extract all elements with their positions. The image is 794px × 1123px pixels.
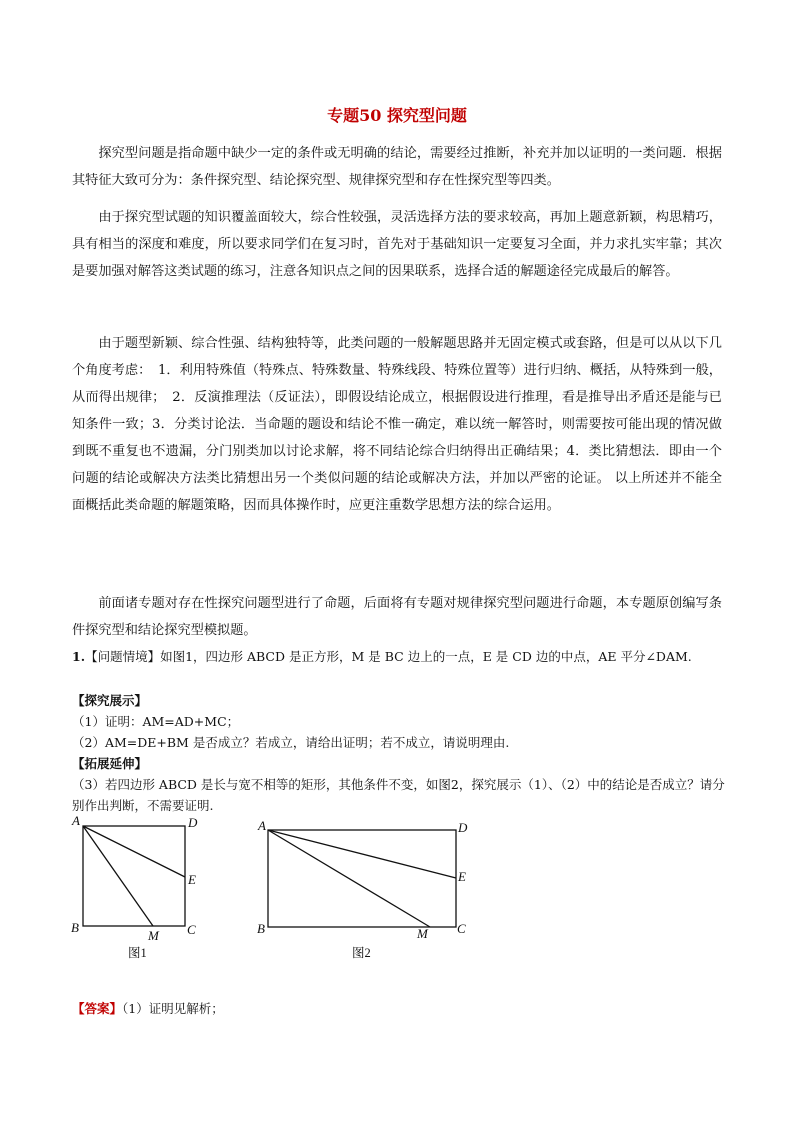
segment-am: [83, 826, 153, 926]
label-d: D: [188, 815, 198, 830]
segment-ae: [268, 830, 456, 878]
label-b: B: [257, 921, 265, 936]
label-m: M: [417, 926, 428, 941]
problem-intro-line: [72, 646, 732, 667]
label-d: D: [458, 820, 468, 835]
rectangle-abcd: [268, 830, 456, 927]
paragraph-topic: 前面诸专题对存在性探究问题型进行了命题，后面将有专题对规律探究型问题进行命题，本专题原创编写条件探究型和结论探究型模拟题。: [72, 596, 722, 638]
problem-number: 1.: [72, 649, 86, 664]
figure-2-caption: 图2: [352, 946, 371, 960]
label-b: B: [71, 920, 79, 935]
label-c: C: [187, 922, 196, 937]
figure-1: [60, 810, 220, 960]
paragraph-methods: 由于题型新颖、综合性强、结构独特等，此类问题的一般解题思路并无固定模式或套路，但是可以从以下几个角度考虑： 1．利用特殊值（特殊点、特殊数量、特殊线段、特殊位置等）进行归纳、概括，从特殊到一般，从而得出规律； 2．反演推理法（反证法），即假设结论成立，根据假设进行推理，看是推导出矛盾还是能与已知条件一致；3．分类讨论法．当命题的题设和结论不惟一确定，难以统一解答时，则需要按可能出现的情况做到既不重复也不遗漏，分门别类加以讨论求解，将不同结论综合归纳得出正确结果；4．类比猜想法．即由一个问题的结论或解决方法类比猜想出另一个类似问题的结论或解决方法，并加以严密的论证。 以上所述并不能全面概括此类命题的解题策略，因而具体操作时，应更注重数学思想方法的综合运用。: [72, 336, 723, 513]
label-c: C: [457, 921, 466, 936]
segment-am: [268, 830, 430, 927]
segment-ae: [83, 826, 185, 877]
question-3: （3）若四边形 ABCD 是长与宽不相等的矩形，其他条件不变，如图2，探究展示（1）、（2）中的结论是否成立？请分别作出判断，不需要证明.: [72, 777, 725, 813]
label-e: E: [188, 872, 196, 887]
label-m: M: [148, 928, 159, 943]
question-1: （1）证明：AM=AD+MC；: [72, 714, 240, 729]
paragraph-intro: 探究型问题是指命题中缺少一定的条件或无明确的结论，需要经过推断，补充并加以证明的一类问题．根据其特征大致可分为：条件探究型、结论探究型、规律探究型和存在性探究型等四类。: [72, 146, 722, 188]
section-explore: 【探究展示】: [72, 693, 148, 708]
figure-2: [250, 810, 480, 960]
figure-1-caption: 图1: [128, 946, 147, 960]
page-title: 专题50 探究型问题: [327, 106, 467, 125]
square-abcd: [83, 826, 185, 926]
question-2: （2）AM=DE+BM 是否成立？若成立，请给出证明；若不成立，请说明理由.: [72, 735, 510, 750]
paragraph-knowledge: 由于探究型试题的知识覆盖面较大，综合性较强，灵活选择方法的要求较高，再加上题意新颖，构思精巧，具有相当的深度和难度，所以要求同学们在复习时，首先对于基础知识一定要复习全面，并力求扎实牢靠；其次是要加强对解答这类试题的练习，注意各知识点之间的因果联系，选择合适的解题途径完成最后的解答。: [72, 210, 722, 279]
label-a: A: [258, 818, 266, 833]
answer-line: [72, 998, 732, 1019]
label-e: E: [458, 869, 466, 884]
answer-text: （1）证明见解析；: [122, 1001, 224, 1016]
label-a: A: [72, 813, 80, 828]
section-extend: 【拓展延伸】: [72, 756, 148, 771]
answer-label: 【答案】: [72, 1001, 123, 1016]
problem-intro: 【问题情境】如图1，四边形 ABCD 是正方形，M 是 BC 边上的一点，E 是 CD 边的中点，AE 平分∠DAM.: [85, 649, 692, 664]
